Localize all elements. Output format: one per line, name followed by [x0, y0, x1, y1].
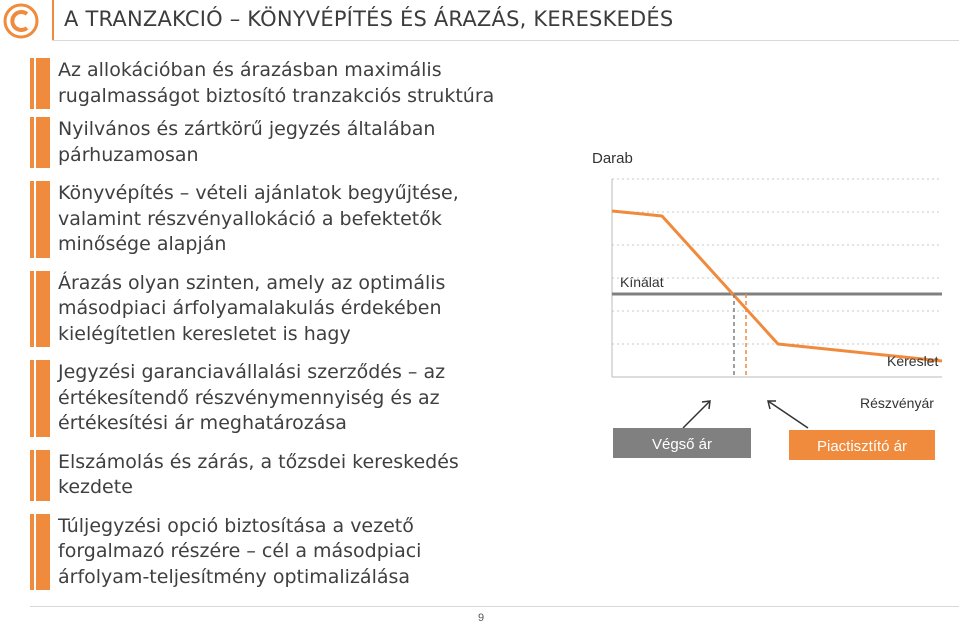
bullet-item — [30, 360, 560, 437]
bullet-text: Túljegyzési opció biztosítása a vezető forgalmazó részére – cél a másodpiaci árfolyam-teljesítmény optimalizálása — [58, 514, 422, 588]
bullet-item — [30, 450, 560, 501]
bullet-item — [30, 58, 560, 109]
bullet-item — [30, 181, 560, 258]
demand-label: Kereslet — [887, 353, 939, 369]
bullet-text: Az allokációban és árazásban maximális rugalmasságot biztosító tranzakciós struktúra — [58, 59, 495, 107]
supply-demand-diagram — [580, 140, 959, 470]
page-number: 9 — [478, 612, 485, 624]
header-divider — [52, 40, 959, 41]
bullet-marker — [30, 181, 50, 258]
bullet-list — [30, 58, 560, 603]
bullet-text: Nyilvános és zártkörű jegyzés általában párhuzamosan — [58, 118, 436, 166]
bullet-item — [30, 117, 560, 168]
bullet-marker — [30, 271, 50, 348]
bullet-item — [30, 514, 560, 591]
page-title: A TRANZAKCIÓ – KÖNYVÉPÍTÉS ÉS ÁRAZÁS, KERESKEDÉS — [64, 7, 674, 31]
bullet-marker — [30, 514, 50, 591]
footer-divider — [30, 606, 959, 607]
bullet-text: Árazás olyan szinten, amely az optimális másodpiaci árfolyamalakulás érdekében kielégítetlen keresletet is hagy — [58, 271, 446, 345]
bullet-item — [30, 271, 560, 348]
title-accent-rule — [52, 0, 54, 40]
final-price-label: Végső ár — [651, 436, 713, 453]
clearing-price-arrow — [768, 401, 808, 428]
x-axis-label: Részvényár — [860, 395, 934, 411]
company-logo-icon — [3, 3, 39, 39]
bullet-text: Elszámolás és zárás, a tőzsdei kereskedés kezdete — [58, 450, 459, 498]
bullet-marker — [30, 58, 50, 109]
final-price-arrow — [683, 401, 710, 428]
supply-label: Kínálat — [620, 274, 664, 290]
clearing-price-label: Piactisztító ár — [816, 438, 908, 455]
y-axis-label: Darab — [592, 150, 633, 167]
bullet-marker — [30, 117, 50, 168]
bullet-marker — [30, 450, 50, 501]
bullet-marker — [30, 360, 50, 437]
bullet-text: Jegyzési garanciavállalási szerződés – az értékesítendő részvénymennyiség és az értékesítési ár meghatározása — [58, 361, 446, 434]
bullet-text: Könyvépítés – vételi ajánlatok begyűjtése, valamint részvényallokáció a befektetők minősége alapján — [58, 182, 459, 255]
